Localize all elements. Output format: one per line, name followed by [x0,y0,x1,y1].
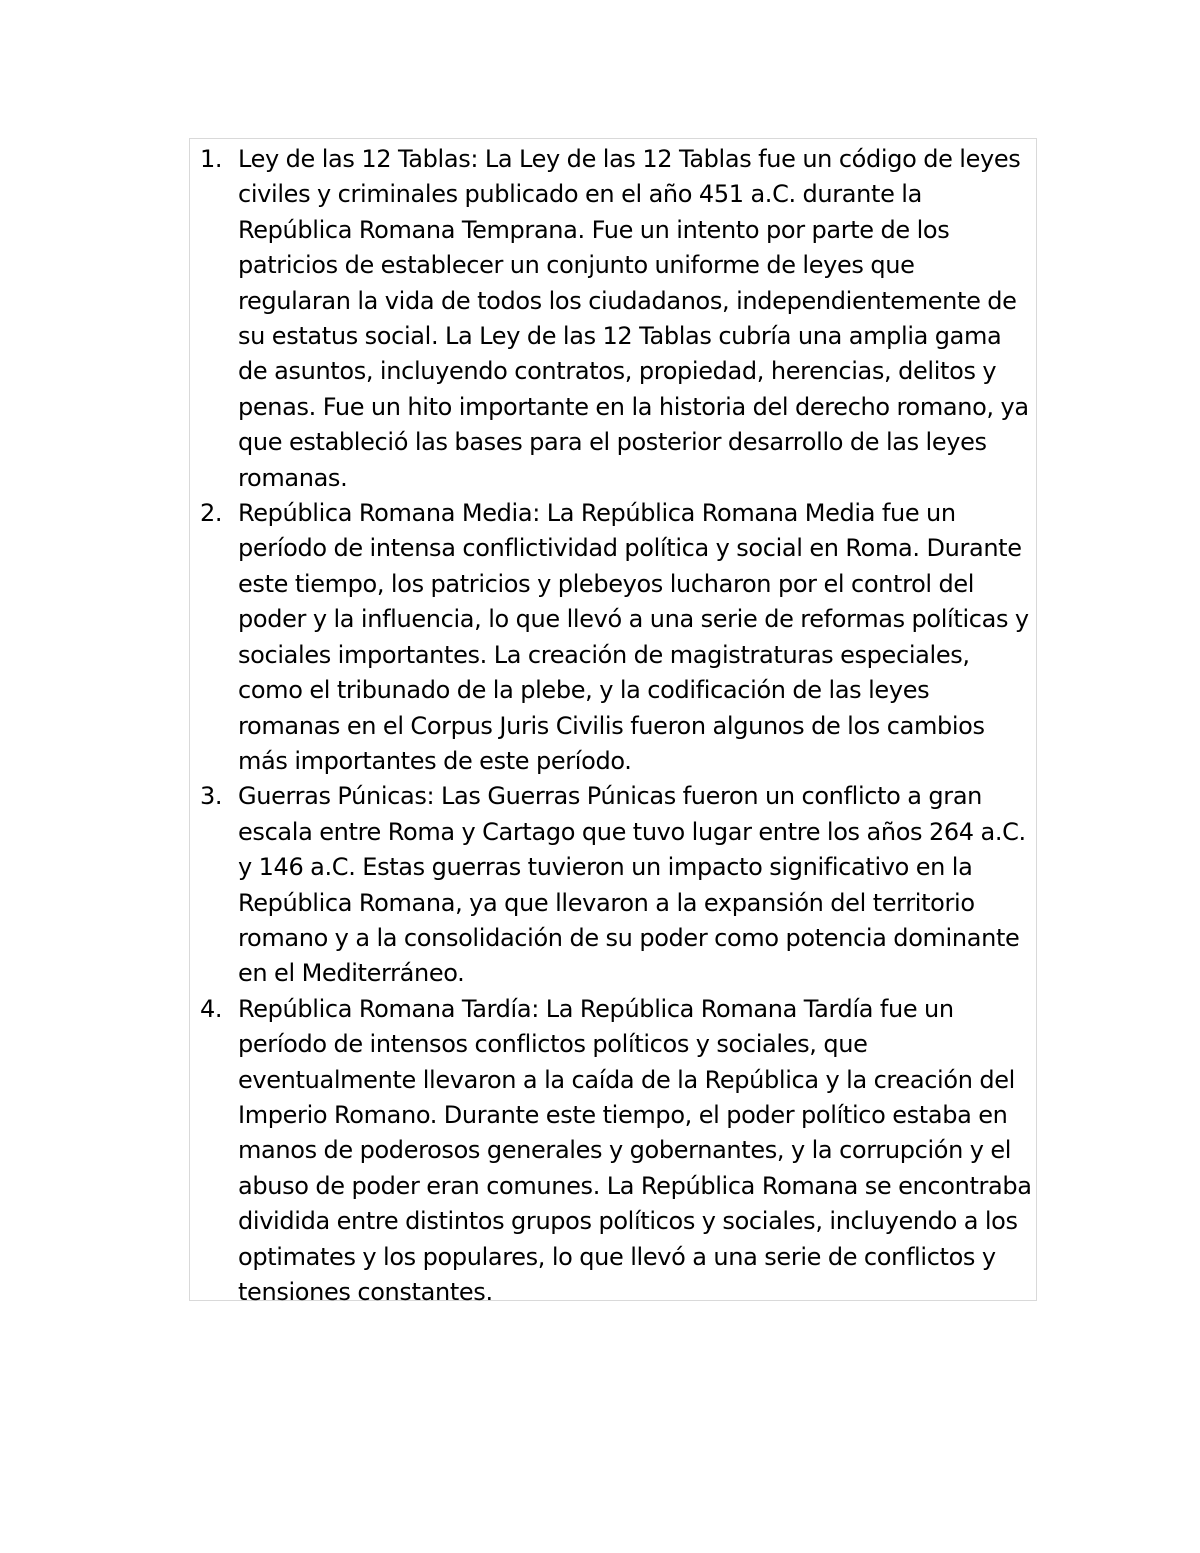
list-item-text: Guerras Púnicas: Las Guerras Púnicas fueron un conflicto a gran escala entre Roma y Cartago que tuvo lugar entre los años 264 a.C. y 146 a.C. Estas guerras tuvieron un impacto significativo en la República Romana, ya que llevaron a la expansión del territorio romano y a la consolidación de su poder como potencia dominante en el Mediterráneo. [238,782,1026,988]
list-item-number: 4. [200,994,223,1023]
text-box [189,138,1037,1306]
list-item-text: República Romana Media: La República Romana Media fue un período de intensa conflictividad política y social en Roma. Durante este tiempo, los patricios y plebeyos lucharon por el control del poder y la influencia, lo que llevó a una serie de reformas políticas y sociales importantes. La creación de magistraturas especiales, como el tribunado de la plebe, y la codificación de las leyes romanas en el Corpus Juris Civilis fueron algunos de los cambios más importantes de este período. [238,499,1029,775]
list-item-2 [200,496,1032,779]
list-item-number: 2. [200,499,223,528]
list-item-text: República Romana Tardía: La República Romana Tardía fue un período de intensos conflictos políticos y sociales, que eventualmente llevaron a la caída de la República y la creación del Imperio Romano. Durante este tiempo, el poder político estaba en manos de poderosos generales y gobernantes, y la corrupción y el abuso de poder eran comunes. La República Romana se encontraba dividida entre distintos grupos políticos y sociales, incluyendo a los optimates y los populares, lo que llevó a una serie de conflictos y tensiones constantes. [238,994,1032,1306]
numbered-list [200,142,1032,1310]
list-item-3 [200,779,1032,991]
list-item-4 [200,992,1032,1311]
list-item-number: 3. [200,782,223,811]
list-item-number: 1. [200,145,223,173]
list-item-1 [200,142,1032,496]
list-item-text: Ley de las 12 Tablas: La Ley de las 12 Tablas fue un código de leyes civiles y criminales publicado en el año 451 a.C. durante la República Romana Temprana. Fue un intento por parte de los patricios de establecer un conjunto uniforme de leyes que regularan la vida de todos los ciudadanos, independientemente de su estatus social. La Ley de las 12 Tablas cubría una amplia gama de asuntos, incluyendo contratos, propiedad, herencias, delitos y penas. Fue un hito importante en la historia del derecho romano, ya que estableció las bases para el posterior desarrollo de las leyes romanas. [238,145,1029,492]
